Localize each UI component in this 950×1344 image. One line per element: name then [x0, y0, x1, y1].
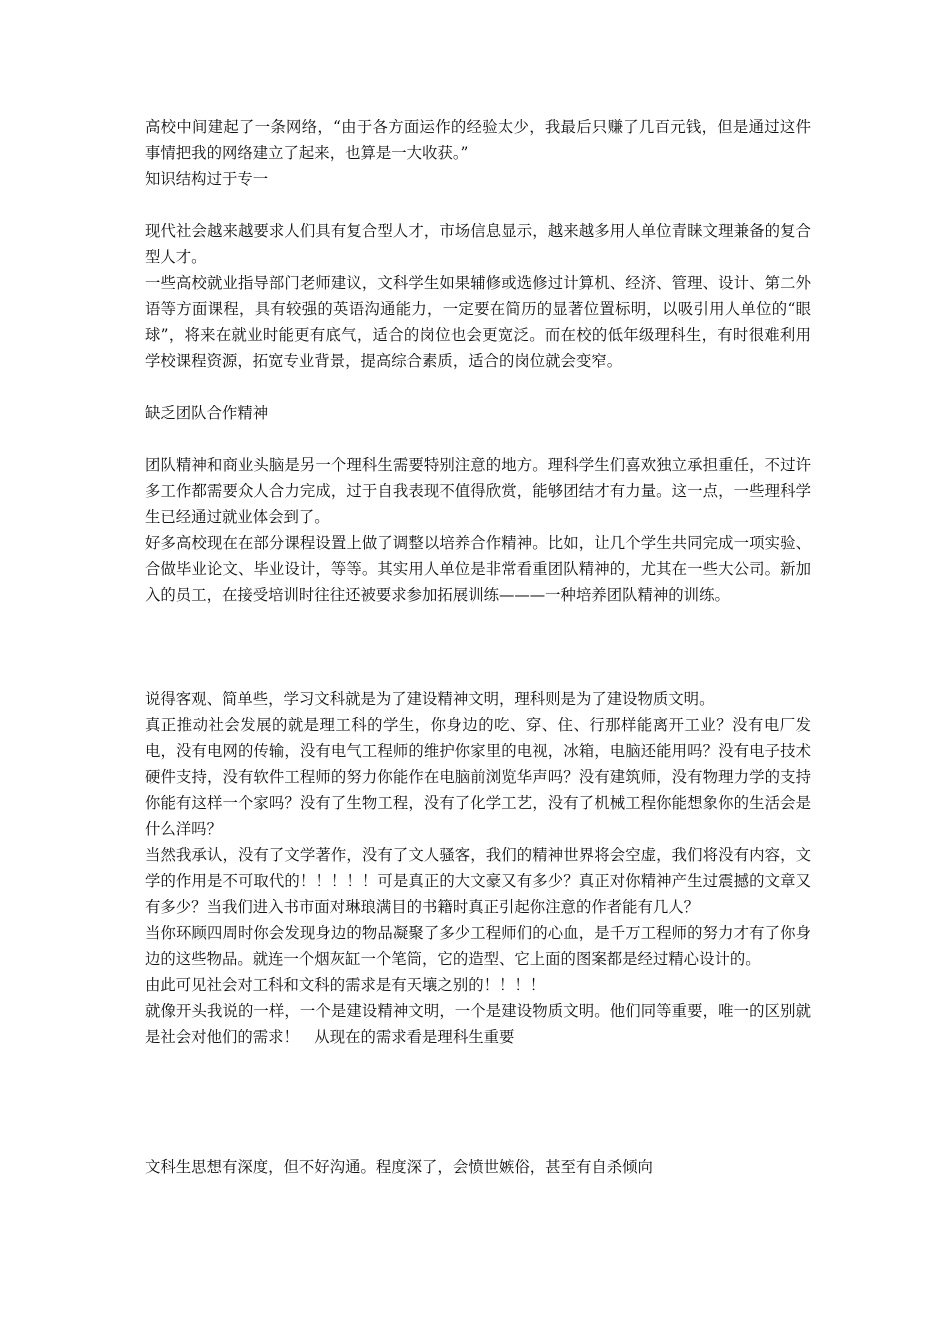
paragraph: 现代社会越来越要求人们具有复合型人才，市场信息显示，越来越多用人单位青睐文理兼备的复合型人才。: [145, 222, 811, 266]
spacer: [145, 426, 811, 452]
section-heading: 知识结构过于专一: [145, 170, 269, 188]
paragraph: 文科生思想有深度，但不好沟通。程度深了，会愤世嫉俗，甚至有自杀倾向: [145, 1158, 653, 1176]
paragraph: 就像开头我说的一样，一个是建设精神文明，一个是建设物质文明。他们同等重要，唯一的区别就是社会对他们的需求！ 从现在的需求看是理科生重要: [145, 1002, 811, 1046]
paragraph: 高校中间建起了一条网络，“由于各方面运作的经验太少，我最后只赚了几百元钱，但是通过这件事情把我的网络建立了起来，也算是一大收获。”: [145, 118, 811, 162]
paragraph: 真正推动社会发展的就是理工科的学生，你身边的吃、穿、住、行那样能离开工业？没有电厂发电，没有电网的传输，没有电气工程师的维护你家里的电视，冰箱，电脑还能用吗？没有电子技术硬件支持，没有软件工程师的努力你能作在电脑前浏览华声吗？没有建筑师，没有物理力学的支持你能有这样一个家吗？没有了生物工程，没有了化学工艺，没有了机械工程你能想象你的生活会是什么洋吗？: [145, 716, 811, 838]
spacer: [145, 608, 811, 686]
paragraph: 当你环顾四周时你会发现身边的物品凝聚了多少工程师们的心血，是千万工程师的努力才有了你身边的这些物品。就连一个烟灰缸一个笔筒，它的造型、它上面的图案都是经过精心设计的。: [145, 924, 811, 968]
paragraph: 当然我承认，没有了文学著作，没有了文人骚客，我们的精神世界将会空虚，我们将没有内容，文学的作用是不可取代的！！！！！可是真正的大文豪又有多少？真正对你精神产生过震撼的文章又有多少？当我们进入书市面对琳琅满目的书籍时真正引起你注意的作者能有几人？: [145, 846, 811, 916]
paragraph: 好多高校现在在部分课程设置上做了调整以培养合作精神。比如，让几个学生共同完成一项实验、合做毕业论文、毕业设计，等等。其实用人单位是非常看重团队精神的，尤其在一些大公司。新加入的员工，在接受培训时往往还被要求参加拓展训练———一种培养团队精神的训练。: [145, 534, 811, 604]
spacer: [145, 1050, 811, 1154]
spacer: [145, 374, 811, 400]
paragraph: 说得客观、简单些，学习文科就是为了建设精神文明，理科则是为了建设物质文明。: [145, 690, 715, 708]
spacer: [145, 192, 811, 218]
paragraph: 一些高校就业指导部门老师建议，文科学生如果辅修或选修过计算机、经济、管理、设计、第二外语等方面课程，具有较强的英语沟通能力，一定要在简历的显著位置标明，以吸引用人单位的“眼球”，将来在就业时能更有底气，适合的岗位也会更宽泛。而在校的低年级理科生，有时很难利用学校课程资源，拓宽专业背景，提高综合素质，适合的岗位就会变窄。: [145, 274, 811, 370]
document-body: [145, 114, 811, 1180]
paragraph: 团队精神和商业头脑是另一个理科生需要特别注意的地方。理科学生们喜欢独立承担重任，不过许多工作都需要众人合力完成，过于自我表现不值得欣赏，能够团结才有力量。这一点，一些理科学生已经通过就业体会到了。: [145, 456, 811, 526]
section-heading: 缺乏团队合作精神: [145, 404, 269, 422]
paragraph: 由此可见社会对工科和文科的需求是有天壤之别的！！！！: [145, 976, 546, 994]
